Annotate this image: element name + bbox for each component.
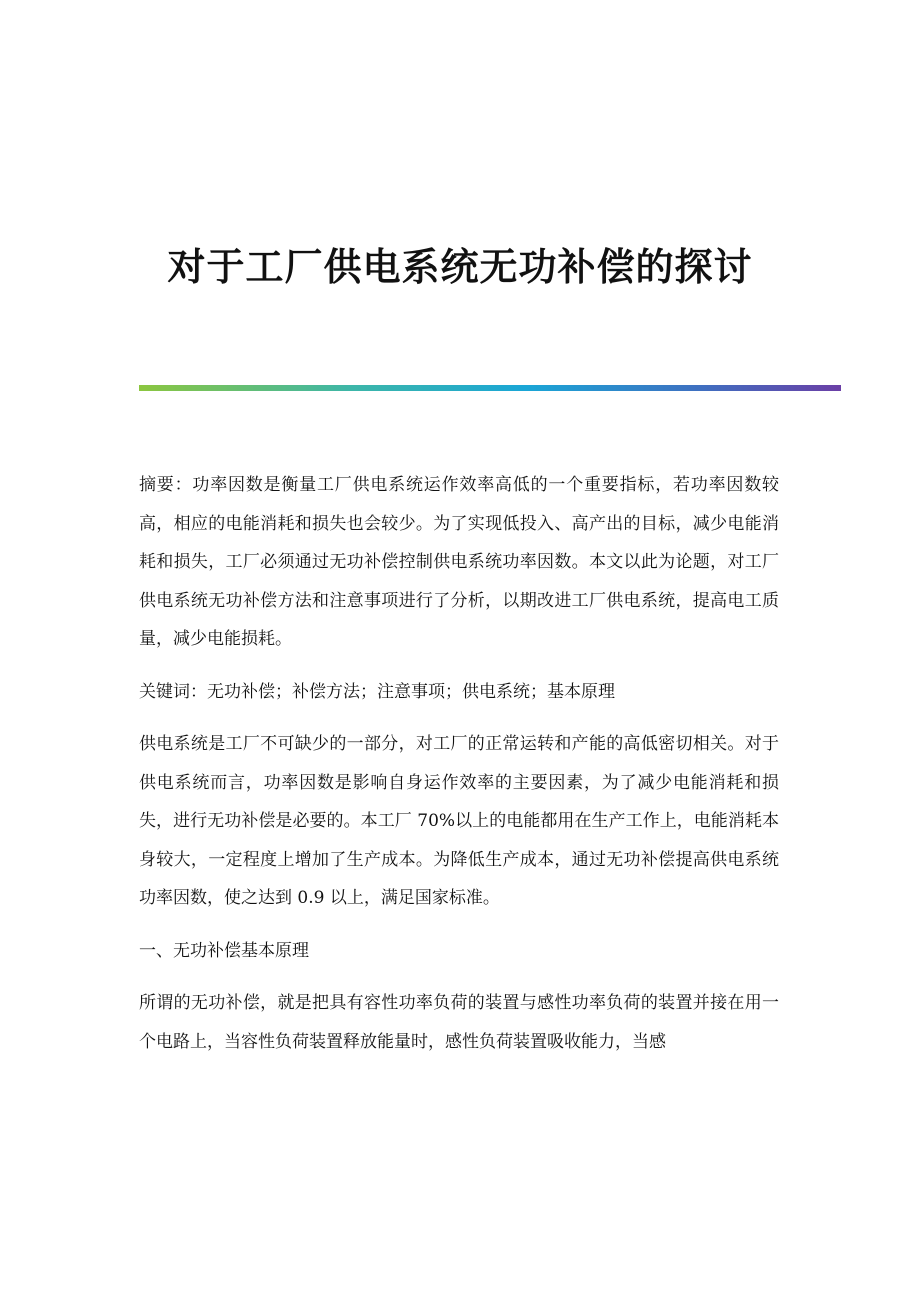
intro-paragraph: 供电系统是工厂不可缺少的一部分，对工厂的正常运转和产能的高低密切相关。对于供电系统而言，功率因数是影响自身运作效率的主要因素，为了减少电能消耗和损失，进行无功补偿是必要的。本工厂 70%以上的电能都用在生产工作上，电能消耗本身较大，一定程度上增加了生产成本。为降低生产成本，通过无功补偿提高供电系统功率因数，使之达到 0.9 以上，满足国家标准。	[139, 734, 779, 908]
title-divider	[139, 385, 841, 391]
document-title: 对于工厂供电系统无功补偿的探讨	[167, 244, 753, 290]
document-body	[139, 466, 779, 1061]
section-heading: 一、无功补偿基本原理	[139, 940, 309, 961]
keywords-label: 关键词：	[139, 681, 207, 702]
abstract-label: 摘要：	[139, 475, 193, 495]
keywords-paragraph	[139, 673, 779, 712]
abstract-text: 功率因数是衡量工厂供电系统运作效率高低的一个重要指标，若功率因数较高，相应的电能消耗和损失也会较少。为了实现低投入、高产出的目标，减少电能消耗和损失，工厂必须通过无功补偿控制供电系统功率因数。本文以此为论题，对工厂供电系统无功补偿方法和注意事项进行了分析，以期改进工厂供电系统，提高电工质量，减少电能损耗。	[139, 475, 780, 649]
keywords-text: 无功补偿；补偿方法；注意事项；供电系统；基本原理	[207, 681, 615, 702]
section-paragraph: 所谓的无功补偿，就是把具有容性功率负荷的装置与感性功率负荷的装置并接在用一个电路上，当容性负荷装置释放能量时，感性负荷装置吸收能力，当感	[139, 993, 779, 1052]
abstract-paragraph	[139, 466, 779, 659]
